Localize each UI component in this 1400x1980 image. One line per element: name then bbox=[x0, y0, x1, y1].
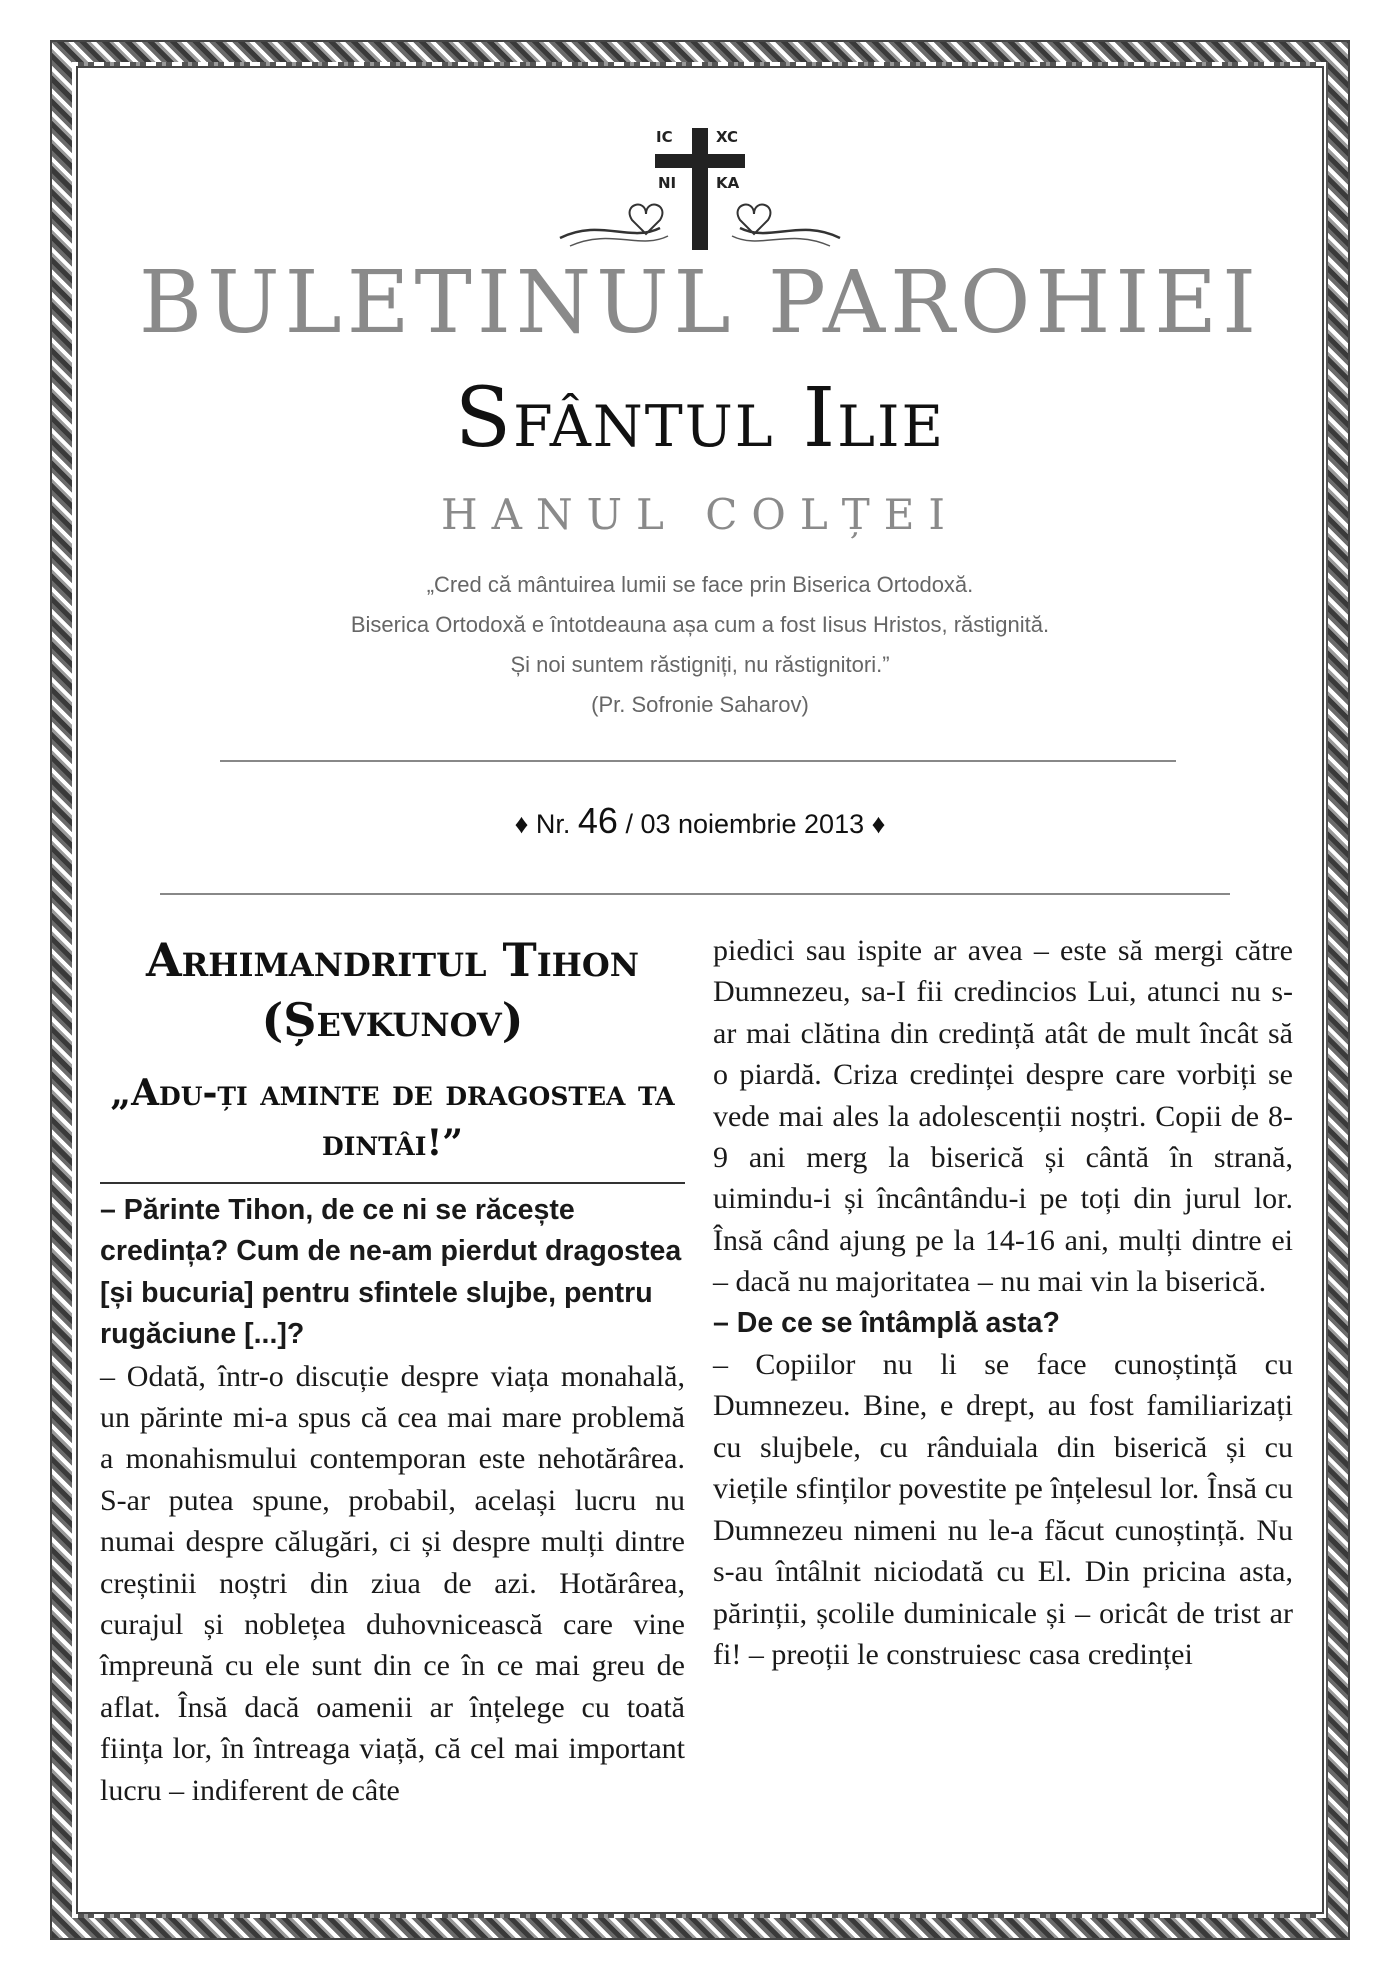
article-author: Arhimandritul Tihon (Șevkunov) bbox=[145, 933, 640, 1047]
article-title: „Adu-ți aminte de dragostea ta dintâi!” bbox=[110, 1072, 675, 1164]
cross-label-ka: KA bbox=[716, 174, 740, 192]
article-column-right bbox=[713, 930, 1293, 1675]
interview-answer: – Copiilor nu li se face cunoștință cu Dumnezeu. Bine, e drept, au fost familiarizați cu slujbele, cu rânduiala din biserică și cu viețile sfinților povestite pe înțelesul lor. Însă cu Dumnezeu nimeni nu le-a făcut cunoștință. Nu s-au întâlnit niciodată cu El. Din pricina asta, părinții, școlile duminicale și – oricât de trist ar fi! – preoții le construiesc casa credinței bbox=[713, 1348, 1293, 1671]
cross-label-xc: XC bbox=[716, 128, 739, 146]
quote-line: Și noi suntem răstigniți, nu răstignitori.” bbox=[510, 652, 890, 677]
interview-answer: piedici sau ispite ar avea – este să mergi către Dumnezeu, sa-I fii credincios Lui, atunci nu s-ar mai clătina din credință atât de mult încât să o piardă. Criza credinței despre care vorbiți se vede mai ales la adolescenții noștri. Copii de 8-9 ani merg la biserică și cântă în strană, uimindu-i și încântându-i pe toți din jurul lor. Însă când ajung pe la 14-16 ani, mulți dintre ei – dacă nu majoritatea – nu mai vin la biserică. bbox=[713, 934, 1293, 1299]
parish-saint-name: Sfântul Ilie bbox=[454, 371, 946, 466]
issue-line bbox=[200, 800, 1200, 842]
interview-question: – De ce se întâmplă asta? bbox=[713, 1306, 1060, 1339]
article-column-left bbox=[100, 930, 685, 1811]
interview-question: – Părinte Tihon, de ce ni se răcește credința? Cum de ne-am pierdut dragostea [și bucuria] pentru sfintele slujbe, pentru rugăciune [...]? bbox=[100, 1194, 682, 1351]
issue-prefix: ♦ Nr. bbox=[514, 809, 578, 839]
divider bbox=[220, 760, 1176, 762]
cross-label-ic: IC bbox=[656, 128, 673, 146]
bulletin-title: BULETINUL PAROHIEI bbox=[138, 253, 1262, 353]
cross-label-ni: NI bbox=[658, 174, 677, 192]
orthodox-cross-icon bbox=[540, 118, 860, 263]
quote-attribution: (Pr. Sofronie Saharov) bbox=[591, 692, 809, 717]
motto-quote bbox=[200, 565, 1200, 725]
quote-line: Biserica Ortodoxă e întotdeauna așa cum a fost Iisus Hristos, răstignită. bbox=[350, 612, 1050, 637]
cross-emblem bbox=[540, 118, 860, 263]
article-title-rule bbox=[100, 1182, 685, 1184]
quote-line: „Cred că mântuirea lumii se face prin Biserica Ortodoxă. bbox=[426, 572, 974, 597]
parish-location: HANUL COLȚEI bbox=[440, 490, 960, 539]
interview-answer: – Odată, într-o discuție despre viața monahală, un părinte mi-a spus că cea mai mare problemă a monahismului contemporan este nehotărârea. S-ar putea spune, probabil, același lucru nu numai despre călugări, ci și despre mulți dintre creștinii noștri din ziua de azi. Hotărârea, curajul și noblețea duhovnicească care vine împreună cu ele sunt din ce în ce mai greu de aflat. Însă dacă oamenii ar înțelege cu toată ființa lor, în întreaga viață, că cel mai important lucru – indiferent de câte bbox=[100, 1359, 685, 1807]
divider bbox=[160, 893, 1230, 895]
issue-date: / 03 noiembrie 2013 ♦ bbox=[617, 809, 886, 839]
issue-number: 46 bbox=[577, 800, 618, 841]
